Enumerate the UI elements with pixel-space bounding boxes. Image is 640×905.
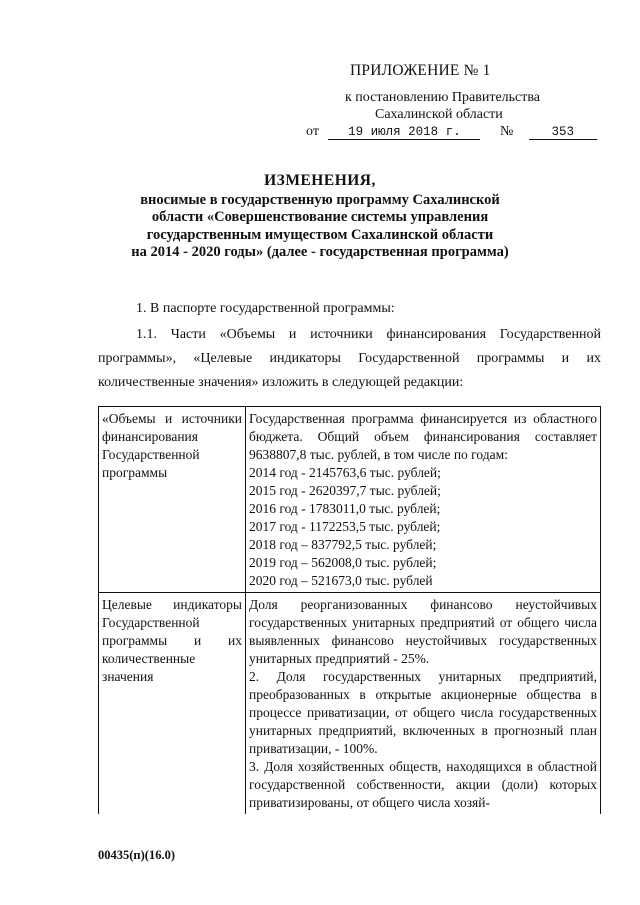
funding-intro: Государственная программа финансируется из областного бюджета. Общий объем финансирования составляет 9638807,8 тыс. рублей, в том числе по годам: [249,411,597,462]
item-1: 1. В паспорте государственной программы: [136,301,395,316]
table-row [99,407,601,593]
passport-table [98,406,601,814]
title-line: вносимые в государственную программу Сахалинской [140,191,500,208]
title-main: ИЗМЕНЕНИЯ, [264,172,376,189]
funding-year: 2020 год – 521673,0 тыс. рублей [249,573,433,588]
funding-year: 2019 год – 562008,0 тыс. рублей; [249,555,437,570]
item-1-1 [98,323,601,395]
document-title [120,172,520,262]
funding-year: 2015 год - 2620397,7 тыс. рублей; [249,483,441,498]
document-code: 00435(п)(16.0) [98,848,175,862]
indicator-item: 3. Доля хозяйственных обществ, находящихся в областной государственной собственности, акции (доли) которых приватизированы, от общего числа хозяй- [249,759,597,810]
funding-year: 2014 год - 2145763,6 тыс. рублей; [249,465,441,480]
from-label: от [306,124,319,139]
region-name: Сахалинской области [375,107,503,122]
resolution-date-number [306,124,597,140]
funding-year: 2018 год – 837792,5 тыс. рублей; [249,537,437,552]
resolution-date: 19 июля 2018 г. [328,125,480,140]
title-line: области «Совершенствование системы управления [151,209,489,225]
title-line: государственным имуществом Сахалинской области [146,226,494,243]
title-line: на 2014 - 2020 годы» (далее - государственная программа) [131,244,509,260]
number-label: № [499,124,514,139]
indicator-item: 2. Доля государственных унитарных предприятий, преобразованных в открытые акционерные общества в процессе приватизации, от общего числа государственных унитарных предприятий, включенных в прогнозный план приватизации, - 100%. [249,669,597,756]
appendix-heading: ПРИЛОЖЕНИЕ № 1 [350,62,491,79]
funding-value-cell [246,407,601,593]
resolution-number: 353 [529,125,597,140]
funding-year: 2017 год - 1172253,5 тыс. рублей; [249,519,441,534]
funding-year: 2016 год - 1783011,0 тыс. рублей; [249,501,441,516]
resolution-reference: к постановлению Правительства [345,90,541,105]
indicators-value-cell [246,593,601,815]
item-1-1-text: 1.1. Части «Объемы и источники финансирования Государственной программы», «Целевые индикаторы Государственной программы и их количественные значения» изложить в следующей редакции: [98,327,601,390]
indicator-item: Доля реорганизованных финансово неустойчивых государственных унитарных предприятий от общего числа выявленных финансово неустойчивых государственных унитарных предприятий - 25%. [249,597,597,666]
indicators-label-cell: Целевые индикаторы Государственной программы и их количественные значения [99,593,246,815]
funding-label-cell: «Объемы и источники финансирования Государственной программы [99,407,246,593]
table-row [99,593,601,815]
